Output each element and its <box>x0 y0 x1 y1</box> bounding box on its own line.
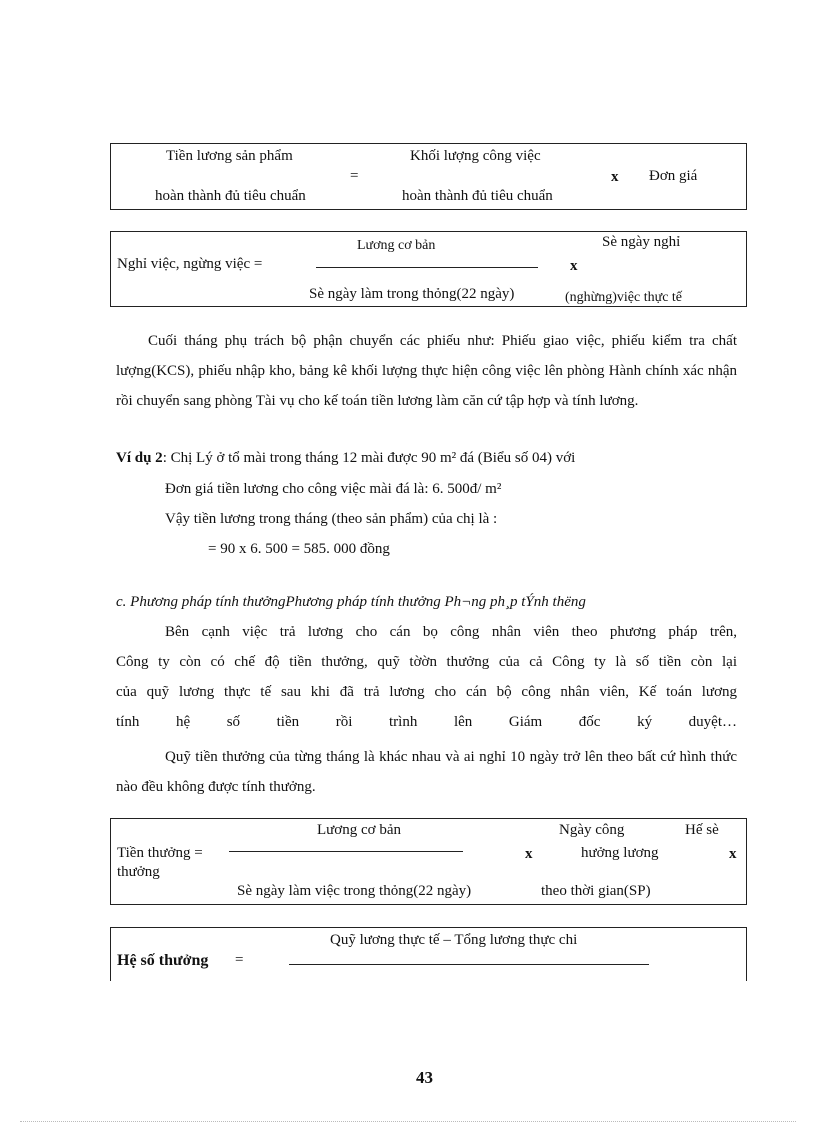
formula1-times: x <box>611 169 619 185</box>
formula3-times-2: x <box>729 846 737 862</box>
example-2-line3: Vậy tiền lương trong tháng (theo sản phẩm) của chị là : <box>165 511 498 527</box>
formula-box-leave <box>110 231 747 307</box>
formula2-fraction-line <box>316 267 538 268</box>
example-2-line4: = 90 x 6. 500 = 585. 000 đồng <box>208 541 390 557</box>
formula2-right-top: Sè ngày nghỉ <box>602 234 681 250</box>
formula3-times-1: x <box>525 846 533 862</box>
footer-divider <box>20 1121 796 1122</box>
formula3-label-top: Tiền thưởng = <box>117 845 203 861</box>
formula1-left-top: Tiền lương sản phẩm <box>166 148 293 164</box>
formula4-numerator: Quỹ lương thực tế – Tổng lương thực chi <box>330 932 578 948</box>
example-2-line1 <box>116 450 575 467</box>
formula3-fraction-line <box>229 851 463 852</box>
formula3-right-top: Hế sè <box>685 822 719 838</box>
example-2-line2: Đơn giá tiền lương cho công việc mài đá là: 6. 500đ/ m² <box>165 481 502 497</box>
formula3-label-bottom: thưởng <box>117 864 160 880</box>
example-2-text: : Chị Lý ở tổ mài trong tháng 12 mài được 90 m² đá (Biểu số 04) với <box>162 450 576 466</box>
paragraph-month-end-process: Cuối tháng phụ trách bộ phận chuyển các phiếu như: Phiếu giao việc, phiếu kiểm tra chất lượng(KCS), phiếu nhập kho, bảng kê khối lượng thực hiện công việc lên phòng Hành chính xác nhận rồi chuyển sang phòng Tài vụ cho kế toán tiền lương làm căn cứ tập hợp và tính lương. <box>116 333 737 409</box>
paragraph-bonus-line3: của quỹ lương thực tế sau khi đã trả lương cho cán bộ công nhân viên, Kế toán lương <box>116 684 737 700</box>
paragraph-bonus-line1: Bên cạnh việc trả lương cho cán bọ công nhân viên theo phương pháp trên, <box>165 624 737 640</box>
formula3-mid-bottom: theo thời gian(SP) <box>541 883 651 899</box>
formula2-numerator: Lương cơ bản <box>357 238 436 253</box>
paragraph-bonus-fund: Quỹ tiền thưởng của từng tháng là khác nhau và ai nghỉ 10 ngày trở lên theo bất cứ hình thức nào đều không được tính thưởng. <box>116 749 737 795</box>
formula2-right-bottom: (nghừng)việc thực tế <box>565 290 683 305</box>
formula1-equals: = <box>350 168 359 184</box>
section-c-heading: c. Phương pháp tính thưởngPhương pháp tính thưởng Ph¬ng ph¸p tÝnh thëng <box>116 594 586 610</box>
formula-box-bonus-coefficient <box>110 927 747 981</box>
formula1-right: Đơn giá <box>649 168 698 184</box>
formula3-denominator: Sè ngày làm việc trong thỏng(22 ngày) <box>237 883 472 899</box>
paragraph-bonus-line2: Công ty còn có chế độ tiền thưởng, quỹ tờờn thưởng của cả Công ty là số tiền còn lại <box>116 654 737 670</box>
paragraph-bonus-line4: tính hệ số tiền rồi trình lên Giám đốc ký duyệt… <box>116 714 737 730</box>
formula2-label: Nghỉ việc, ngừng việc = <box>117 256 263 272</box>
formula-box-product-wage <box>110 143 747 210</box>
formula4-label: Hệ số thưởng <box>117 952 209 969</box>
formula1-mid-top: Khối lượng công việc <box>410 148 541 164</box>
formula2-times: x <box>570 258 578 274</box>
formula4-fraction-line <box>289 964 649 965</box>
formula2-denominator: Sè ngày làm trong thỏng(22 ngày) <box>309 286 515 302</box>
formula1-mid-bottom: hoàn thành đủ tiêu chuẩn <box>402 188 553 204</box>
formula3-mid-top: Ngày công <box>559 822 625 838</box>
example-2-label: Ví dụ 2 <box>116 450 163 466</box>
formula3-numerator: Lương cơ bản <box>317 822 401 838</box>
formula4-equals: = <box>235 952 244 968</box>
formula1-left-bottom: hoàn thành đủ tiêu chuẩn <box>155 188 306 204</box>
formula3-mid-mid: hưởng lương <box>581 845 659 861</box>
page-number: 43 <box>416 1068 433 1087</box>
formula-box-bonus <box>110 818 747 905</box>
